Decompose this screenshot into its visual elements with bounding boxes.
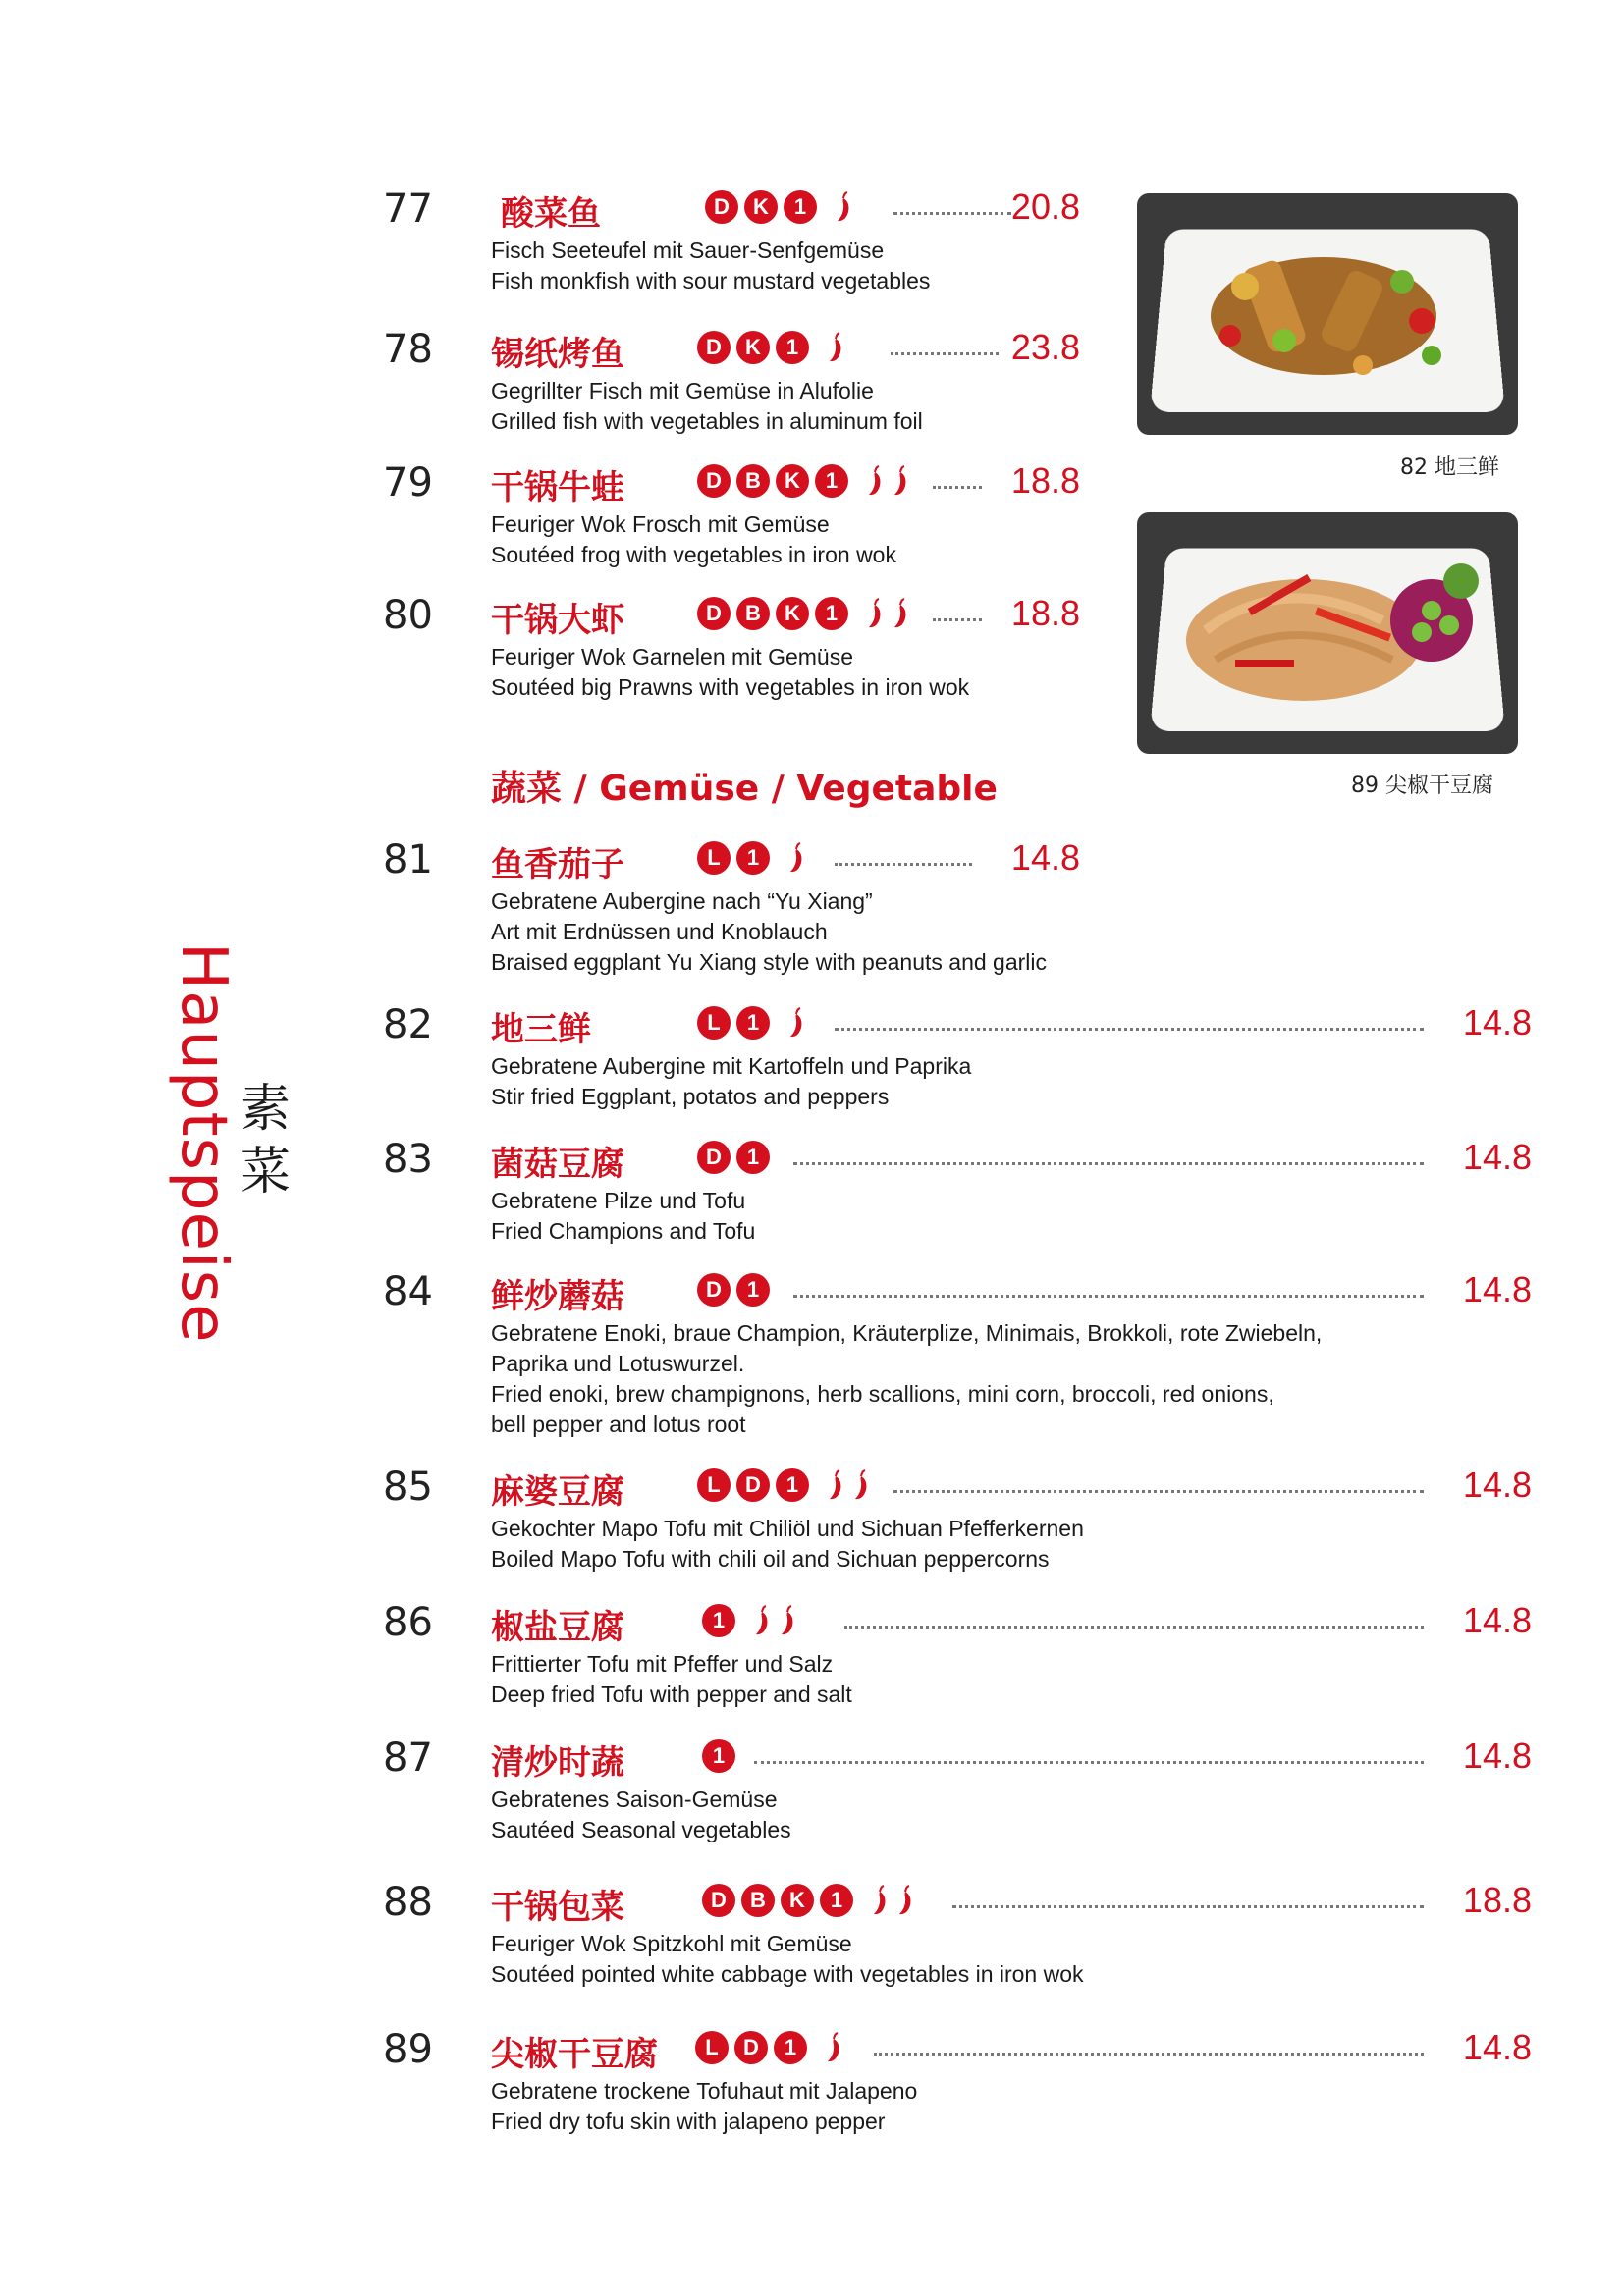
allergen-badge: D xyxy=(697,464,731,498)
description-line: Soutéed big Prawns with vegetables in iron wok xyxy=(491,674,970,700)
leader-dots xyxy=(893,1490,1424,1493)
description-line: Art mit Erdnüssen und Knoblauch xyxy=(491,919,828,944)
item-name-cn: 鲜炒蘑菇 xyxy=(491,1277,624,1316)
allergen-badges xyxy=(705,190,854,224)
item-number: 87 xyxy=(383,1735,433,1781)
description-line: Gebratene trockene Tofuhaut mit Jalapeno xyxy=(491,2078,918,2104)
item-price: 18.8 xyxy=(1010,593,1080,633)
item-number: 85 xyxy=(383,1465,433,1510)
item-description xyxy=(491,1318,1322,1440)
description-line: Frittierter Tofu mit Pfeffer und Salz xyxy=(491,1651,834,1677)
allergen-badge: L xyxy=(697,841,731,875)
item-number: 80 xyxy=(383,593,433,638)
item-price: 14.8 xyxy=(1462,1002,1532,1042)
allergen-badge: 1 xyxy=(815,597,848,630)
allergen-badge: D xyxy=(697,1273,731,1307)
description-line: Gebratene Enoki, braue Champion, Kräuterplize, Minimais, Brokkoli, rote Zwiebeln, xyxy=(491,1320,1323,1346)
chili-icon xyxy=(827,331,846,364)
menu-item xyxy=(383,1465,1532,1592)
allergen-badge: B xyxy=(741,1884,775,1917)
item-name-cn: 锡纸烤鱼 xyxy=(491,335,624,374)
leader-dots xyxy=(835,863,972,866)
description-line: Feuriger Wok Garnelen mit Gemüse xyxy=(491,644,853,669)
section-title: 蔬菜 / Gemüse / Vegetable xyxy=(491,769,998,809)
leader-dots xyxy=(952,1905,1424,1908)
description-line: bell pepper and lotus root xyxy=(491,1412,746,1437)
item-number: 88 xyxy=(383,1880,433,1925)
side-title-cn: 素菜 xyxy=(240,1080,292,1201)
item-name-cn: 干锅大虾 xyxy=(491,601,624,640)
allergen-badge: 1 xyxy=(774,2031,807,2064)
description-line: Feuriger Wok Frosch mit Gemüse xyxy=(491,511,830,537)
item-description xyxy=(491,1785,791,1845)
description-line: Gebratene Aubergine nach “Yu Xiang” xyxy=(491,888,873,914)
allergen-badge: L xyxy=(695,2031,729,2064)
menu-item xyxy=(383,327,1522,454)
chili-icon xyxy=(835,190,854,224)
allergen-badge: D xyxy=(736,1468,770,1502)
item-name-cn: 清炒时蔬 xyxy=(491,1743,624,1783)
item-description xyxy=(491,509,896,570)
item-name-cn: 鱼香茄子 xyxy=(491,845,624,884)
allergen-badge: K xyxy=(776,597,809,630)
item-price: 14.8 xyxy=(1462,1735,1532,1776)
allergen-badge: 1 xyxy=(784,190,817,224)
item-description xyxy=(491,236,930,296)
allergen-badges xyxy=(697,597,911,630)
item-price: 18.8 xyxy=(1010,460,1080,501)
chili-icon xyxy=(866,597,886,630)
item-price: 14.8 xyxy=(1462,1465,1532,1505)
allergen-badge: 1 xyxy=(820,1884,853,1917)
item-number: 78 xyxy=(383,327,433,372)
item-price: 20.8 xyxy=(1010,187,1080,227)
description-line: Braised eggplant Yu Xiang style with peanuts and garlic xyxy=(491,949,1048,975)
leader-dots xyxy=(754,1761,1424,1764)
description-line: Fisch Seeteufel mit Sauer-Senfgemüse xyxy=(491,238,885,263)
leader-dots xyxy=(844,1626,1424,1629)
allergen-badges xyxy=(697,1468,872,1502)
chili-icon xyxy=(871,1884,891,1917)
item-description xyxy=(491,1649,852,1710)
leader-dots xyxy=(793,1162,1424,1165)
chili-icon xyxy=(866,464,886,498)
chili-icon xyxy=(852,1468,872,1502)
allergen-badge: 1 xyxy=(702,1739,735,1773)
item-price: 14.8 xyxy=(1010,837,1080,878)
menu-item xyxy=(383,1735,1532,1863)
chili-icon xyxy=(892,464,911,498)
description-line: Soutéed pointed white cabbage with vegetables in iron wok xyxy=(491,1961,1084,1987)
item-price: 14.8 xyxy=(1462,1137,1532,1177)
item-description xyxy=(491,642,969,703)
description-line: Fried dry tofu skin with jalapeno pepper xyxy=(491,2109,886,2134)
allergen-badge: K xyxy=(776,464,809,498)
description-line: Gebratenes Saison-Gemüse xyxy=(491,1787,778,1812)
menu-item xyxy=(383,2027,1532,2155)
photo-caption-89: 89 尖椒干豆腐 xyxy=(1351,774,1493,798)
item-name-cn: 干锅包菜 xyxy=(491,1888,624,1927)
allergen-badges xyxy=(697,1006,807,1040)
allergen-badge: 1 xyxy=(776,331,809,364)
allergen-badge: 1 xyxy=(736,1273,770,1307)
allergen-badges xyxy=(697,1273,770,1307)
leader-dots xyxy=(793,1295,1424,1298)
menu-item xyxy=(383,460,1522,588)
item-number: 89 xyxy=(383,2027,433,2072)
allergen-badges xyxy=(697,1141,770,1174)
side-title-de: Hauptspeise xyxy=(167,942,240,1344)
allergen-badge: D xyxy=(697,331,731,364)
item-name-cn: 菌菇豆腐 xyxy=(491,1145,624,1184)
description-line: Grilled fish with vegetables in aluminum foil xyxy=(491,408,923,434)
item-name-cn: 尖椒干豆腐 xyxy=(491,2035,658,2074)
description-line: Gebratene Pilze und Tofu xyxy=(491,1188,746,1213)
item-name-cn: 酸菜鱼 xyxy=(501,194,601,234)
description-line: Gebratene Aubergine mit Kartoffeln und Paprika xyxy=(491,1053,972,1079)
chili-icon xyxy=(827,1468,846,1502)
allergen-badge: L xyxy=(697,1006,731,1040)
allergen-badges xyxy=(695,2031,844,2064)
allergen-badge: B xyxy=(736,597,770,630)
allergen-badge: L xyxy=(697,1468,731,1502)
chili-icon xyxy=(787,1006,807,1040)
allergen-badge: K xyxy=(744,190,778,224)
item-description xyxy=(491,1051,971,1112)
description-line: Fried Champions and Tofu xyxy=(491,1218,756,1244)
side-title xyxy=(167,942,240,1355)
item-price: 14.8 xyxy=(1462,1600,1532,1640)
item-description xyxy=(491,2076,917,2137)
allergen-badge: 1 xyxy=(776,1468,809,1502)
item-price: 14.8 xyxy=(1462,1269,1532,1309)
chili-icon xyxy=(787,841,807,875)
item-name-cn: 麻婆豆腐 xyxy=(491,1472,624,1512)
allergen-badges xyxy=(702,1604,798,1637)
chili-icon xyxy=(896,1884,916,1917)
item-number: 81 xyxy=(383,837,433,882)
allergen-badges xyxy=(697,841,807,875)
item-description xyxy=(491,376,923,437)
allergen-badges xyxy=(702,1884,916,1917)
description-line: Feuriger Wok Spitzkohl mit Gemüse xyxy=(491,1931,852,1956)
item-description xyxy=(491,886,1047,978)
chili-icon xyxy=(825,2031,844,2064)
allergen-badges xyxy=(702,1739,735,1773)
leader-dots xyxy=(874,2053,1424,2056)
leader-dots xyxy=(835,1028,1424,1031)
photo-caption-82: 82 地三鲜 xyxy=(1400,455,1499,480)
menu-item xyxy=(383,837,1522,975)
item-description xyxy=(491,1186,755,1247)
item-number: 83 xyxy=(383,1137,433,1182)
allergen-badge: K xyxy=(736,331,770,364)
description-line: Stir fried Eggplant, potatos and peppers xyxy=(491,1084,890,1109)
allergen-badge: 1 xyxy=(736,1141,770,1174)
item-number: 77 xyxy=(383,187,433,232)
allergen-badge: 1 xyxy=(815,464,848,498)
allergen-badge: K xyxy=(781,1884,814,1917)
allergen-badge: D xyxy=(697,597,731,630)
menu-item xyxy=(383,1880,1532,2007)
allergen-badges xyxy=(697,464,911,498)
item-number: 86 xyxy=(383,1600,433,1645)
allergen-badge: D xyxy=(705,190,738,224)
menu-item xyxy=(383,1269,1532,1437)
description-line: Fish monkfish with sour mustard vegetables xyxy=(491,268,931,294)
allergen-badge: 1 xyxy=(702,1604,735,1637)
allergen-badge: D xyxy=(702,1884,735,1917)
allergen-badge: D xyxy=(697,1141,731,1174)
allergen-badge: D xyxy=(734,2031,768,2064)
item-name-cn: 椒盐豆腐 xyxy=(491,1608,624,1647)
item-price: 14.8 xyxy=(1462,2027,1532,2067)
item-price: 18.8 xyxy=(1462,1880,1532,1920)
menu-item xyxy=(383,187,1522,314)
item-number: 84 xyxy=(383,1269,433,1314)
chili-icon xyxy=(753,1604,773,1637)
description-line: Sautéed Seasonal vegetables xyxy=(491,1817,791,1842)
menu-item xyxy=(383,1137,1532,1264)
description-line: Gegrillter Fisch mit Gemüse in Alufolie xyxy=(491,378,874,403)
menu-item xyxy=(383,1600,1532,1728)
item-name-cn: 地三鲜 xyxy=(491,1010,591,1049)
allergen-badge: B xyxy=(736,464,770,498)
menu-item xyxy=(383,593,1522,721)
item-name-cn: 干锅牛蛙 xyxy=(491,468,624,507)
item-price: 23.8 xyxy=(1010,327,1080,367)
allergen-badge: 1 xyxy=(736,1006,770,1040)
allergen-badge: 1 xyxy=(736,841,770,875)
description-line: Soutéed frog with vegetables in iron wok xyxy=(491,542,896,567)
item-number: 79 xyxy=(383,460,433,506)
item-description xyxy=(491,1929,1084,1990)
description-line: Fried enoki, brew champignons, herb scallions, mini corn, broccoli, red onions, xyxy=(491,1381,1274,1407)
description-line: Gekochter Mapo Tofu mit Chiliöl und Sichuan Pfefferkernen xyxy=(491,1516,1084,1541)
menu-item xyxy=(383,1002,1532,1130)
item-number: 82 xyxy=(383,1002,433,1047)
item-description xyxy=(491,1514,1084,1575)
description-line: Paprika und Lotuswurzel. xyxy=(491,1351,745,1376)
description-line: Boiled Mapo Tofu with chili oil and Sichuan peppercorns xyxy=(491,1546,1050,1572)
chili-icon xyxy=(779,1604,798,1637)
description-line: Deep fried Tofu with pepper and salt xyxy=(491,1682,852,1707)
allergen-badges xyxy=(697,331,846,364)
chili-icon xyxy=(892,597,911,630)
